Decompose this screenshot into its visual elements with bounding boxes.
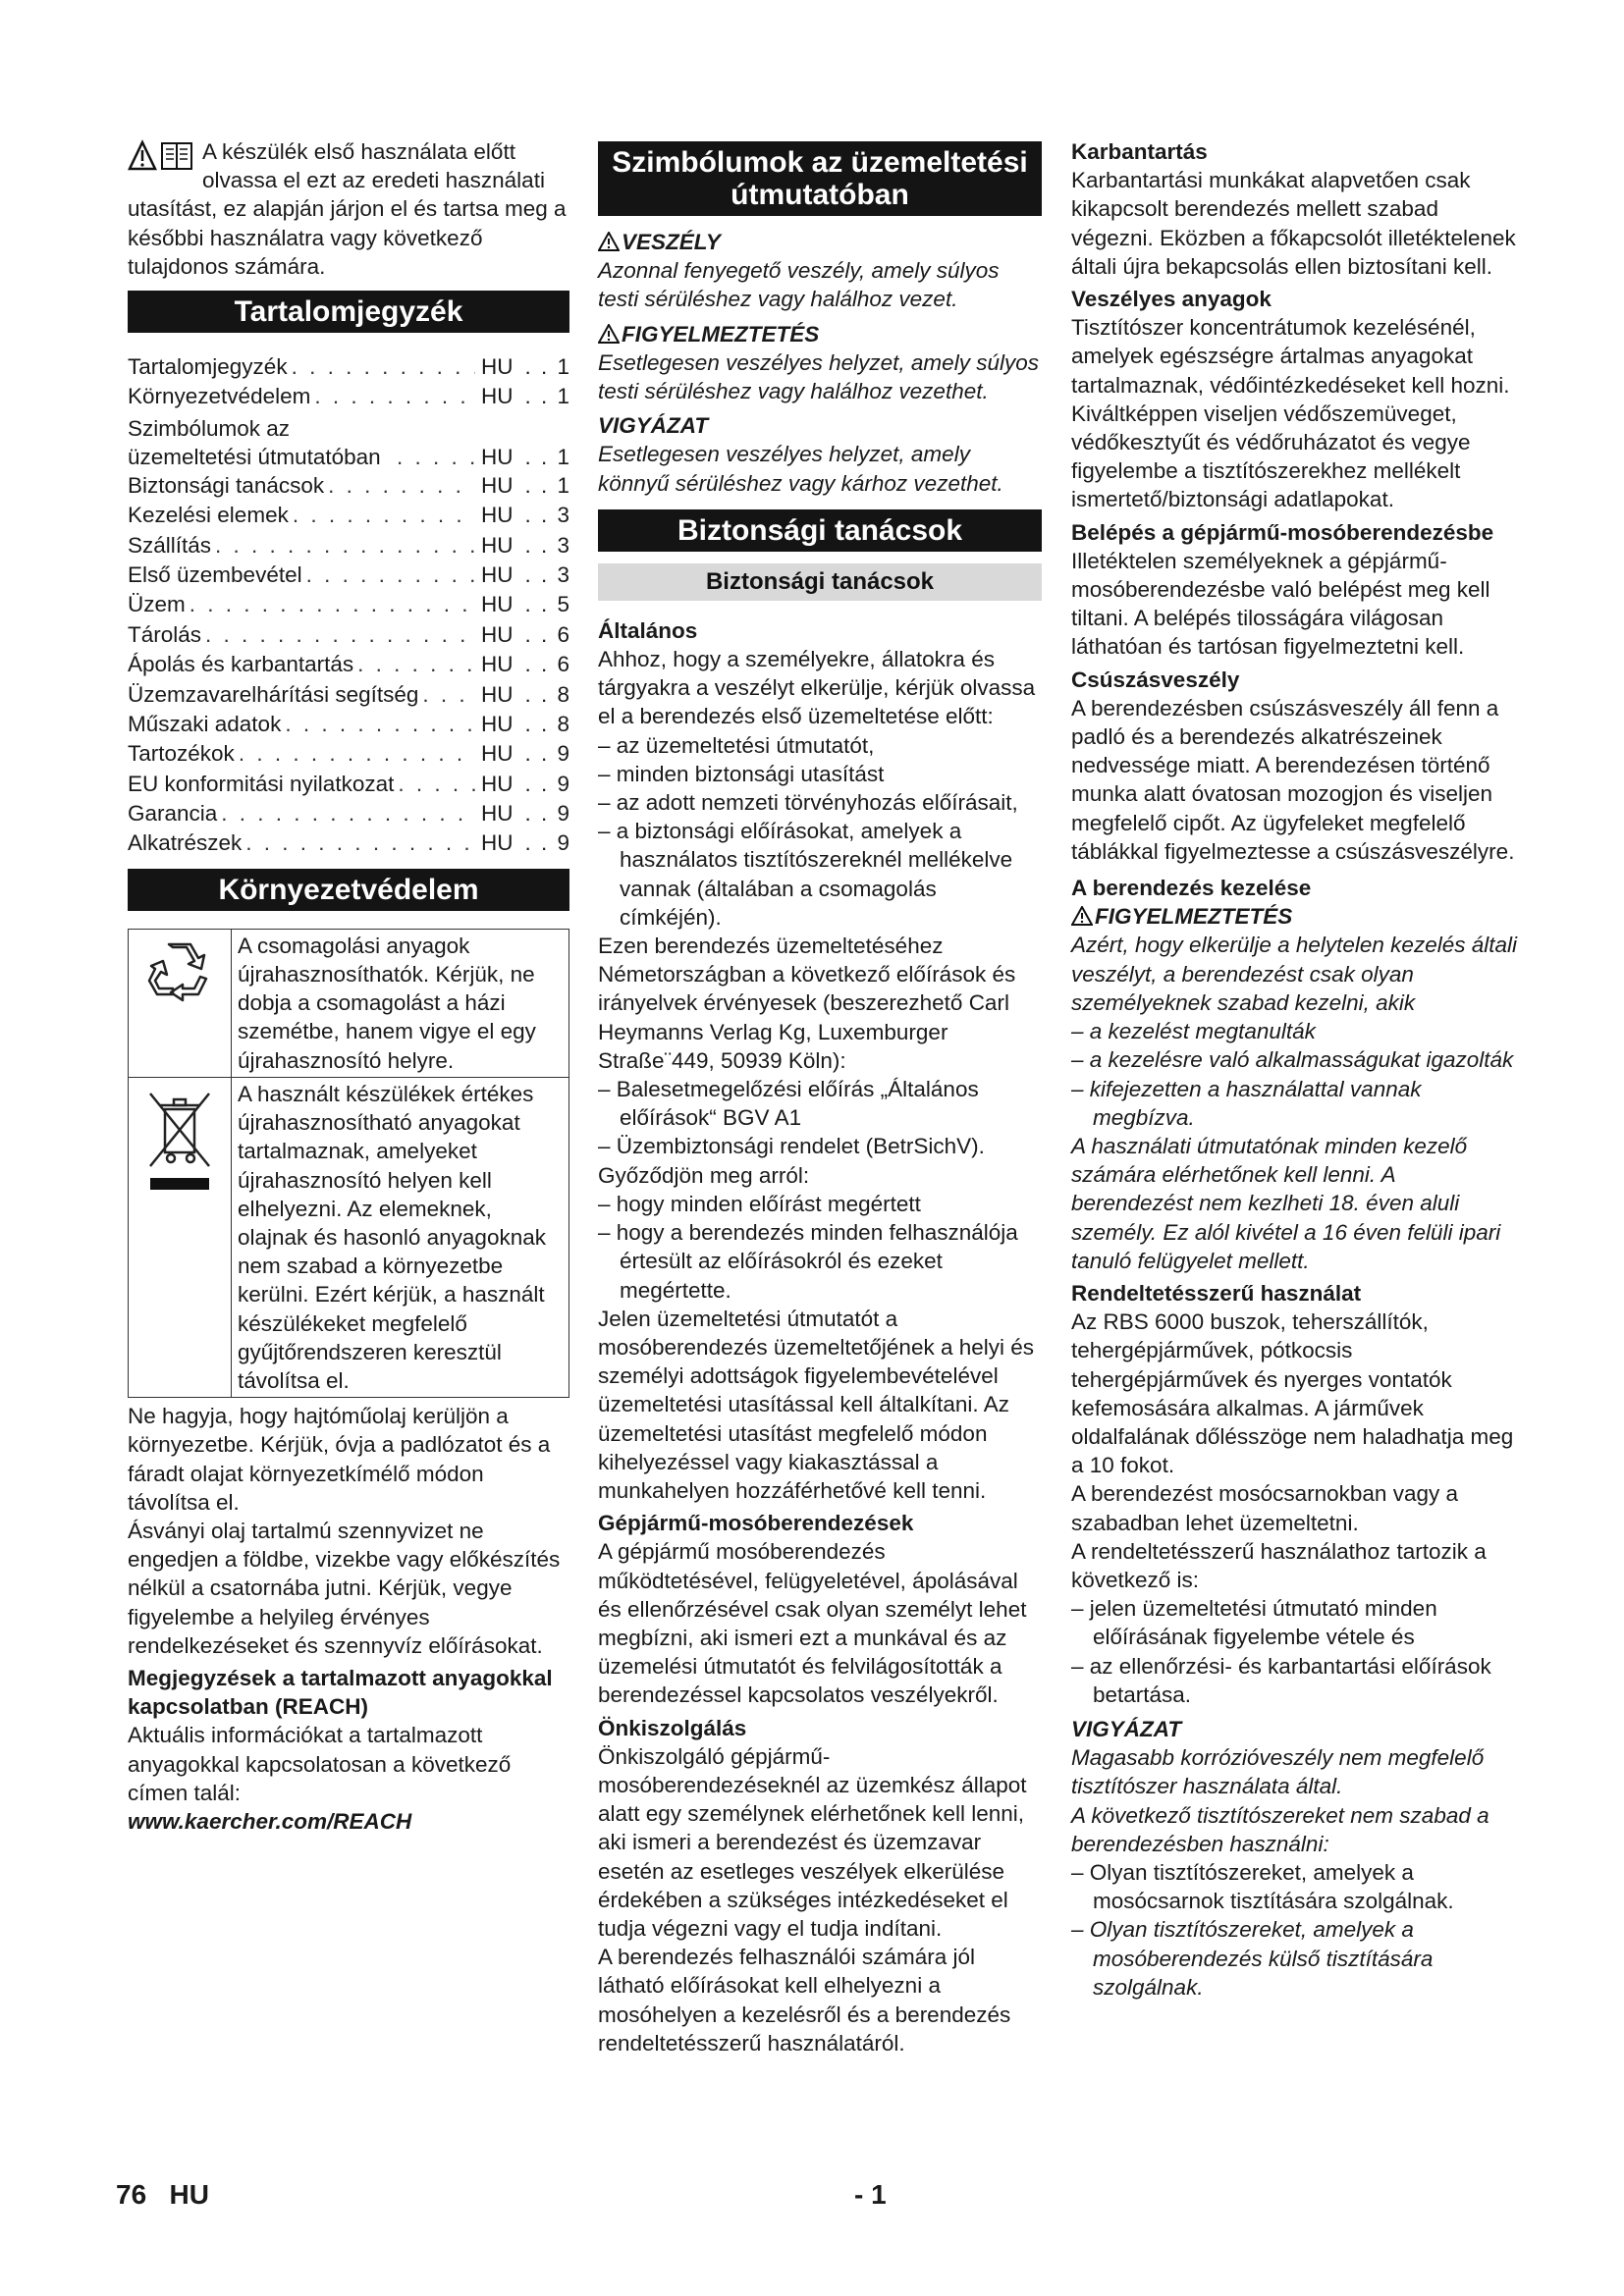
slip-heading: Csúszásveszély	[1071, 667, 1240, 692]
toc-leader	[292, 352, 475, 381]
toc-entry-lang: HU	[481, 592, 514, 617]
entry-text: Illetéktelen személyeknek a gépjármű-mosóberendezésbe való belépést meg kell tiltani. A belépés tilosságára világosan láthatóan és tartósan figyelmeztetni kell.	[1071, 548, 1490, 660]
toc-entry-title: Biztonsági tanácsok	[128, 472, 325, 498]
hazard-heading: Veszélyes anyagok	[1071, 287, 1272, 312]
toc-entry-lang: HU	[481, 771, 514, 796]
toc-entry-title: Első üzembevétel	[128, 561, 302, 587]
entry-heading: Belépés a gépjármű-mosóberendezésbe	[1071, 519, 1494, 545]
slip-text: A berendezésben csúszásveszély áll fenn a padló és a berendezés alkatrészeinek nedvessége miatt. A berendezésen történő munka alatt óvatosan mozogjon és viseljen megfelelő cipőt. Az ügyfeleket megfelelő táblákkal figyelmeztesse a csúszásveszélyre.	[1071, 695, 1515, 864]
selfservice-text: Önkiszolgáló gépjármű-mosóberendezéseknél az üzemkész állapot alatt egy személynek elérhetőnek kell lenni, aki ismeri a berendezést és üzemzavar esetén az esetleges veszélyek elkerülése érdekében a szükséges intézkedéseket el tudja végezni vagy el tudja indítani.	[598, 1743, 1027, 1941]
page-footer-left	[116, 2179, 209, 2211]
warning-label	[598, 320, 1042, 348]
op-list	[1071, 1017, 1521, 1132]
toc-row[interactable]	[128, 770, 569, 799]
germany-text: Ezen berendezés üzemeltetéséhez Németországban a következő előírások és irányelvek érvényesek (beszerezhető Carl Heymanns Verlag Kg, Luxemburger Straße¨449, 50939 Köln):	[598, 934, 1016, 1073]
supplement-text: Jelen üzemeltetési útmutatót a mosóberendezés üzemeltetőjének a helyi és személyi adottságok figyelembevételével üzemeltetési utasítással kell általkítani. Az üzemeltetési utasítást megfelelő módon kihelyezéssel vagy kiakasztással a munkahelyen hozzáférhetővé kell tenni.	[598, 1306, 1035, 1503]
list-item: – az ellenőrzési- és karbantartási előírások betartása.	[1071, 1652, 1521, 1709]
toc-entry-page: . . 9	[520, 828, 569, 857]
toc-entry-title: Tartozékok	[128, 741, 235, 767]
env-recycle-text: A csomagolási anyagok újrahasznosíthatók. Kérjük, ne dobja a csomagolást a házi szemétbe, hanem vigye el egy újrahasznosító helyre.	[232, 929, 569, 1077]
op-text-2: A használati útmutatónak minden kezelő számára elérhetőnek kell lenni. A berendezést nem kezlheti 18. éven aluli személy. Ez alól kivétel a 16 éven felüli ipari tanuló felügyelet mellett.	[1071, 1133, 1501, 1273]
table-of-contents	[128, 352, 569, 859]
toc-entry-page: . . 3	[520, 501, 569, 529]
list-item: – minden biztonsági utasítást	[598, 760, 1042, 788]
maint-text: Karbantartási munkákat alapvetően csak kikapcsolt berendezés mellett szabad végezni. Eközben a főkapcsolót illetéktelenek általi újra bekapcsolás ellen biztosítani kell.	[1071, 168, 1516, 279]
danger-text: Azonnal fenyegető veszély, amely súlyos testi sérüléshez vagy halálhoz vezet.	[598, 258, 1000, 312]
selfservice-heading: Önkiszolgálás	[598, 1715, 747, 1740]
recycle-icon	[129, 929, 232, 1077]
selfservice-text-2: A berendezés felhasználói számára jól látható előírásokat kell elhelyezni a mosóhelyen a kezelésről és a berendezés rendeltetésszerű használatáról.	[598, 1945, 1011, 2056]
caution-text-3: A következő tisztítószereket nem szabad a berendezésben használni:	[1071, 1802, 1489, 1856]
toc-row[interactable]	[128, 352, 569, 382]
toc-entry-page: . . 6	[520, 620, 569, 649]
env-title: Környezetvédelem	[128, 869, 569, 911]
warning-triangle-icon	[598, 232, 620, 251]
toc-entry-title: Szállítás	[128, 532, 212, 558]
environment-table	[128, 929, 569, 1398]
list-item: – Üzembiztonsági rendelet (BetrSichV).	[598, 1132, 1042, 1160]
toc-leader	[245, 828, 475, 857]
intended-text-2: A berendezést mosócsarnokban vagy a szabadban lehet üzemeltetni.	[1071, 1481, 1458, 1535]
carwash-text: A gépjármű mosóberendezés működtetésével, felügyeletével, ápolásával és ellenőrzésével csak olyan személyt lehet megbízni, aki ismeri ezt a munkával és az üzemelési útmutatót és felvilágosították a berendezéssel kapcsolatos veszélyekről.	[598, 1539, 1027, 1708]
ensure-text: Győződjön meg arról:	[598, 1162, 810, 1188]
intended-text-3: A rendeltetésszerű használathoz tartozik a következő is:	[1071, 1538, 1487, 1592]
page-number: 76	[116, 2179, 147, 2210]
list-item: – jelen üzemeltetési útmutató minden előírásának figyelembe vétele és	[1071, 1594, 1521, 1651]
oil-text: Ne hagyja, hogy hajtóműolaj kerüljön a környezetbe. Kérjük, óvja a padlózatot és a fáradt olajat környezetkímélő módon távolítsa el.	[128, 1404, 551, 1515]
intro	[128, 137, 569, 281]
toc-entry-title: Műszaki adatok	[128, 711, 282, 736]
toc-leader	[422, 680, 475, 709]
toc-entry-lang: HU	[481, 561, 514, 587]
toc-entry-page: . . 9	[520, 770, 569, 798]
toc-entry-lang: HU	[481, 830, 514, 856]
toc-leader	[293, 501, 475, 529]
footer-lang: HU	[169, 2179, 209, 2210]
toc-entry-lang: HU	[481, 741, 514, 767]
general-heading: Általános	[598, 617, 698, 643]
danger-label-text: VESZÉLY	[622, 230, 721, 254]
toc-entry-lang: HU	[481, 472, 514, 498]
toc-entry-title: Szimbólumok az üzemeltetési útmutatóban	[128, 415, 381, 469]
toc-entry-lang: HU	[481, 384, 514, 409]
list-item: – a biztonsági előírásokat, amelyek a használatos tisztítószereknél mellékelve vannak (általában a csomagolás címkéjén).	[598, 817, 1042, 932]
toc-leader	[189, 590, 475, 618]
toc-entry-lang: HU	[481, 711, 514, 736]
warning-label-text: FIGYELMEZTETÉS	[622, 321, 820, 347]
warning-book-icon	[128, 139, 194, 180]
column-middle	[598, 137, 1042, 2057]
list-item: – Balesetmegelőzési előírás „Általános előírások“ BGV A1	[598, 1075, 1042, 1132]
toc-entry-page: . . 1	[520, 471, 569, 500]
caution-label: VIGYÁZAT	[598, 413, 709, 439]
toc-leader	[221, 799, 475, 828]
op-warning-label-text: FIGYELMEZTETÉS	[1095, 904, 1293, 930]
germany-list	[598, 1075, 1042, 1161]
toc-entry-page: . . 9	[520, 799, 569, 828]
toc-entry-page: . . 8	[520, 680, 569, 709]
env-weee-text: A használt készülékek értékes újrahasznosítható anyagokat tartalmaznak, amelyeket újrahasznosító helyen kell elhelyezni. Az elemeknek, olajnak és hasonló anyagoknak nem szabad a környezetbe kerülni. Ezért kérjük, a használt készülékeket megfelelő gyűjtőrendszeren keresztül távolítsa el.	[232, 1077, 569, 1397]
page-footer-center: - 1	[854, 2179, 887, 2210]
toc-entry-page: . . 1	[520, 382, 569, 410]
toc-row[interactable]	[128, 412, 569, 471]
ensure-list	[598, 1190, 1042, 1305]
intended-list	[1071, 1594, 1521, 1709]
toc-leader	[328, 471, 475, 500]
symbols-title: Szimbólumok az üzemeltetési útmutatóban	[598, 141, 1042, 216]
toc-leader	[306, 561, 475, 589]
toc-title: Tartalomjegyzék	[128, 291, 569, 333]
toc-leader	[398, 770, 475, 798]
list-item: – hogy minden előírást megértett	[598, 1190, 1042, 1218]
toc-row[interactable]	[128, 680, 569, 710]
caution-text-2: Magasabb korrózióveszély nem megfelelő tisztítószer használata által.	[1071, 1745, 1485, 1799]
caution-list	[1071, 1858, 1521, 2002]
toc-leader	[397, 443, 475, 471]
toc-entry-page: . . 8	[520, 710, 569, 738]
list-item: – Olyan tisztítószereket, amelyek a mosóberendezés külső tisztítására szolgálnak.	[1071, 1915, 1521, 2002]
toc-entry-page: . . 3	[520, 561, 569, 589]
op-warning-label	[1071, 902, 1521, 931]
toc-row[interactable]	[128, 828, 569, 858]
list-item: – a kezelést megtanulták	[1071, 1017, 1521, 1045]
list-item: – az adott nemzeti törvényhozás előírásait,	[598, 788, 1042, 817]
list-item: – Olyan tisztítószereket, amelyek a mosócsarnok tisztítására szolgálnak.	[1071, 1858, 1521, 1915]
column-left	[128, 137, 569, 1836]
toc-entry-title: Tárolás	[128, 621, 202, 647]
intro-text: A készülék első használata előtt olvassa el ezt az eredeti használati utasítást, ez alapján járjon el és tartsa meg a későbbi használatra vagy következő tulajdonos számára.	[128, 139, 567, 279]
toc-entry-page: . . 5	[520, 590, 569, 618]
toc-leader	[314, 382, 475, 410]
toc-entry-title: Üzemzavarelhárítási segítség	[128, 681, 419, 707]
toc-entry-title: Üzem	[128, 592, 186, 617]
toc-entry-page: . . 6	[520, 650, 569, 678]
caution-text: Esetlegesen veszélyes helyzet, amely könnyű sérüléshez vagy kárhoz vezethet.	[598, 442, 1003, 496]
intended-heading: Rendeltetésszerű használat	[1071, 1280, 1362, 1306]
toc-entry-title: Tartalomjegyzék	[128, 354, 288, 380]
toc-leader	[205, 620, 475, 649]
toc-row[interactable]	[128, 799, 569, 828]
weee-bin-icon	[129, 1077, 232, 1397]
carwash-heading: Gépjármű-mosóberendezések	[598, 1511, 914, 1536]
list-item: – a kezelésre való alkalmasságukat igazolták	[1071, 1045, 1521, 1074]
toc-row[interactable]	[128, 710, 569, 739]
toc-row[interactable]	[128, 471, 569, 501]
toc-entry-title: EU konformitási nyilatkozat	[128, 771, 395, 796]
reach-heading: Megjegyzések a tartalmazott anyagokkal kapcsolatban (REACH)	[128, 1665, 553, 1720]
op-warning-text: Azért, hogy elkerülje a helytelen kezelés általi veszélyt, a berendezést csak olyan személyeknek szabad kezelni, akik	[1071, 933, 1517, 1015]
list-item: – az üzemeltetési útmutatót,	[598, 731, 1042, 760]
toc-row[interactable]	[128, 382, 569, 411]
danger-label	[598, 228, 1042, 256]
toc-row[interactable]	[128, 739, 569, 769]
toc-entry-lang: HU	[481, 532, 514, 558]
toc-entry-title: Garancia	[128, 801, 218, 827]
list-item: – kifejezetten a használattal vannak megbízva.	[1071, 1075, 1521, 1132]
toc-row[interactable]	[128, 501, 569, 530]
toc-entry-lang: HU	[481, 503, 514, 528]
maint-heading: Karbantartás	[1071, 139, 1208, 164]
intended-text: Az RBS 6000 buszok, teherszállítók, tehergépjárművek, pótkocsis tehergépjárművek és nyerges vontatók kefemosására alkalmas. A járművek oldalfalának dőlésszöge nem haladhatja meg a 10 fokot.	[1071, 1309, 1514, 1478]
reach-link[interactable]: www.kaercher.com/REACH	[128, 1808, 412, 1834]
toc-entry-lang: HU	[481, 801, 514, 827]
toc-entry-lang: HU	[481, 621, 514, 647]
toc-entry-title: Kezelési elemek	[128, 503, 289, 528]
toc-leader	[285, 710, 475, 738]
toc-row[interactable]	[128, 650, 569, 679]
general-list	[598, 731, 1042, 932]
toc-leader	[215, 531, 475, 560]
toc-entry-page: . . 1	[520, 352, 569, 381]
toc-row[interactable]	[128, 620, 569, 650]
toc-entry-lang: HU	[481, 652, 514, 677]
general-text: Ahhoz, hogy a személyekre, állatokra és tárgyakra a veszélyt elkerülje, kérjük olvassa el a berendezés első üzemeltetése előtt:	[598, 647, 1036, 729]
toc-entry-title: Alkatrészek	[128, 830, 243, 856]
list-item: – hogy a berendezés minden felhasználója értesült az előírásokról és ezeket megértette.	[598, 1218, 1042, 1305]
toc-entry-title: Környezetvédelem	[128, 384, 311, 409]
column-right	[1071, 137, 1521, 2002]
toc-leader	[239, 739, 475, 768]
toc-row[interactable]	[128, 561, 569, 590]
toc-entry-title: Ápolás és karbantartás	[128, 652, 354, 677]
warning-triangle-icon	[598, 324, 620, 344]
toc-row[interactable]	[128, 531, 569, 561]
wastewater-text: Ásványi olaj tartalmú szennyvizet ne engedjen a földbe, vizekbe vagy előkészítés nélkül a csatornába jutni. Kérjük, vegye figyelembe a helyileg érvényes rendelkezéseket és szennyvíz előírásokat.	[128, 1518, 561, 1658]
toc-entry-lang: HU	[481, 681, 514, 707]
toc-leader	[357, 650, 475, 678]
toc-entry-page: . . 1	[520, 443, 569, 471]
warning-triangle-icon	[1071, 906, 1093, 926]
toc-entry-page: . . 3	[520, 531, 569, 560]
caution-label-2: VIGYÁZAT	[1071, 1716, 1182, 1741]
toc-row[interactable]	[128, 590, 569, 619]
toc-entry-page: . . 9	[520, 739, 569, 768]
safety-subtitle: Biztonsági tanácsok	[598, 563, 1042, 601]
operation-heading: A berendezés kezelése	[1071, 876, 1312, 901]
safety-title: Biztonsági tanácsok	[598, 509, 1042, 552]
reach-text: Aktuális információkat a tartalmazott anyagokkal kapcsolatosan a következő címen talál:	[128, 1723, 512, 1805]
toc-entry-lang: HU	[481, 444, 514, 469]
hazard-text: Tisztítószer koncentrátumok kezelésénél, amelyek egészségre ártalmas anyagokat tartalmaznak, védőintézkedéseket kell hozni. Kiváltképpen viseljen védőszemüveget, védőkesztyűt és védőruházatot és vegye figyelembe a tisztítószerekhez mellékelt ismertető/biztonsági adatlapokat.	[1071, 315, 1510, 512]
warning-text: Esetlegesen veszélyes helyzet, amely súlyos testi sérüléshez vagy halálhoz vezethet.	[598, 349, 1039, 404]
toc-entry-lang: HU	[481, 354, 514, 380]
